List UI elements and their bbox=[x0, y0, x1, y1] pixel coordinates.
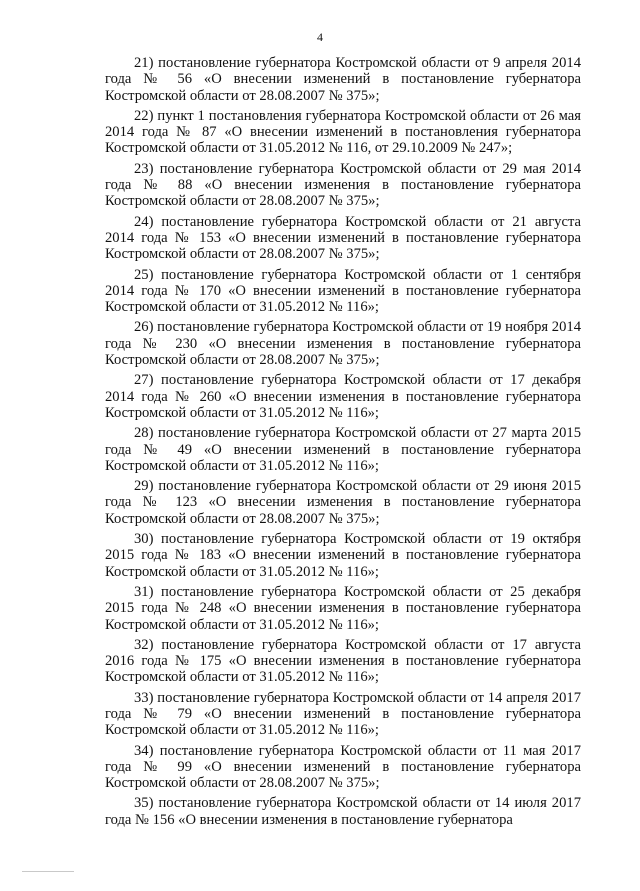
list-item: 26) постановление губернатора Костромской области от 19 ноября 2014 года № 230 «О внесении изменения в постановление губернатора Костромской области от 28.08.2007 № 375»; bbox=[105, 319, 581, 369]
document-list bbox=[105, 55, 581, 832]
list-item: 34) постановление губернатора Костромской области от 11 мая 2017 года № 99 «О внесении изменений в постановление губернатора Костромской области от 28.08.2007 № 375»; bbox=[105, 742, 581, 792]
list-item: 23) постановление губернатора Костромской области от 29 мая 2014 года № 88 «О внесении изменения в постановление губернатора Костромской области от 28.08.2007 № 375»; bbox=[105, 160, 581, 210]
list-item: 25) постановление губернатора Костромской области от 1 сентября 2014 года № 170 «О внесении изменений в постановление губернатора Костромской области от 31.05.2012 № 116»; bbox=[105, 266, 581, 316]
list-item: 33) постановление губернатора Костромской области от 14 апреля 2017 года № 79 «О внесении изменений в постановление губернатора Костромской области от 31.05.2012 № 116»; bbox=[105, 689, 581, 739]
list-item: 27) постановление губернатора Костромской области от 17 декабря 2014 года № 260 «О внесении изменения в постановление губернатора Костромской области от 31.05.2012 № 116»; bbox=[105, 372, 581, 421]
page-number: 4 bbox=[317, 30, 323, 44]
list-item: 29) постановление губернатора Костромской области от 29 июня 2015 года № 123 «О внесении изменения в постановление губернатора Костромской области от 28.08.2007 № 375»; bbox=[105, 478, 581, 527]
list-item: 31) постановление губернатора Костромской области от 25 декабря 2015 года № 248 «О внесении изменения в постановление губернатора Костромской области от 31.05.2012 № 116»; bbox=[105, 583, 581, 633]
list-item: 35) постановление губернатора Костромской области от 14 июля 2017 года № 156 «О внесении изменения в постановление губернатора bbox=[105, 795, 581, 828]
list-item: 30) постановление губернатора Костромской области от 19 октября 2015 года № 183 «О внесении изменений в постановление губернатора Костромской области от 31.05.2012 № 116»; bbox=[105, 531, 581, 580]
list-item: 21) постановление губернатора Костромской области от 9 апреля 2014 года № 56 «О внесении изменений в постановление губернатора Костромской области от 28.08.2007 № 375»; bbox=[105, 55, 581, 104]
list-item: 32) постановление губернатора Костромской области от 17 августа 2016 года № 175 «О внесении изменения в постановление губернатора Костромской области от 31.05.2012 № 116»; bbox=[105, 636, 581, 686]
footer-divider bbox=[22, 871, 74, 872]
list-item: 22) пункт 1 постановления губернатора Костромской области от 26 мая 2014 года № 87 «О внесении изменений в постановления губернатора Костромской области от 31.05.2012 № 116, от 29.10.2009 № 247»; bbox=[105, 107, 581, 157]
list-item: 28) постановление губернатора Костромской области от 27 марта 2015 года № 49 «О внесении изменений в постановление губернатора Костромской области от 31.05.2012 № 116»; bbox=[105, 425, 581, 474]
list-item: 24) постановление губернатора Костромской области от 21 августа 2014 года № 153 «О внесении изменений в постановление губернатора Костромской области от 28.08.2007 № 375»; bbox=[105, 213, 581, 263]
